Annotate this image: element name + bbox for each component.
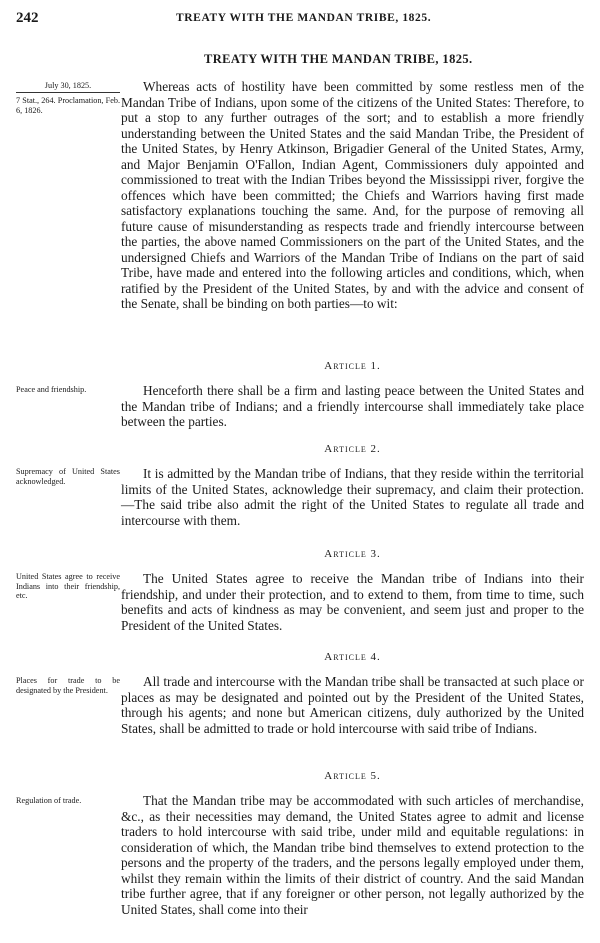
article-5-heading: Article 5. — [324, 770, 381, 782]
margin-note-regulation: Regulation of trade. — [16, 796, 82, 805]
article-3-heading: Article 3. — [324, 548, 381, 560]
treaty-title: TREATY WITH THE MANDAN TRIBE, 1825. — [204, 52, 473, 66]
article-1-heading: Article 1. — [324, 360, 381, 372]
article-4-text: All trade and intercourse with the Mandan tribe shall be transacted at such place or places as may be designated and pointed out by the President of the United States, through his agents; and none but American citizens, duly authorized by the United States, shall be admitted to trade or hold intercourse with said tribe of Indians. — [121, 674, 584, 736]
margin-note-citation: 7 Stat., 264. Proclamation, Feb. 6, 1826. — [16, 96, 120, 115]
page-header — [16, 10, 582, 30]
article-5-text: That the Mandan tribe may be accommodated with such articles of merchandise, &c., as their necessities may demand, the United States agree to admit and license traders to hold intercourse with said tribe, under mild and equitable regulations: in consideration of which, the Mandan tribe bind themselves to extend protection to the persons and the property of the traders, and the persons legally employed under them, whilst they remain within the limits of their district of country. And the said Mandan tribe further agree, that if any foreigner or other person, not legally authorized by the United States, shall come into their — [121, 793, 584, 917]
article-2-block — [121, 466, 584, 528]
margin-note-friendship: United States agree to receive Indians into their friendship, etc. — [16, 572, 120, 600]
article-3-block — [121, 571, 584, 633]
page-number: 242 — [16, 10, 39, 26]
article-3-text: The United States agree to receive the Mandan tribe of Indians into their friendship, and under their protection, and to extend to them, from time to time, such benefits and acts of kindness as may be convenient, and seem just and proper to the President of the United States. — [121, 571, 584, 633]
article-2-text: It is admitted by the Mandan tribe of Indians, that they reside within the territorial limits of the United States, acknowledge their supremacy, and claim their protection.—The said tribe also admit the right of the United States to regulate all trade and intercourse with them. — [121, 466, 584, 528]
preamble-paragraph: Whereas acts of hostility have been committed by some restless men of the Mandan Tribe of Indians, upon some of the citizens of the United States: Therefore, to put a stop to any further outrages of the sort; and to establish a more friendly understanding between the United States and the said Mandan Tribe, the President of the United States, by Henry Atkinson, Brigadier General of the United States, Army, and Major Benjamin O'Fallon, Indian Agent, Commissioners duly appointed and commissioned to treat with the Indian Tribes beyond the Mississippi river, forgive the offences which have been committed; the Chiefs and Warriors having first made satisfactory explanations touching the same. And, for the purpose of removing all future cause of misunderstanding as respects trade and friendly intercourse between the parties, the above named Commissioners on the part of the United States, and the undersigned Chiefs and Warriors of the Mandan Tribe of Indians on the part of said Tribe, have made and entered into the following articles and conditions, which, when ratified by the President of the United States, by and with the advice and consent of the Senate, shall be binding on both parties—to wit: — [121, 79, 584, 311]
margin-note-date: July 30, 1825. — [16, 81, 120, 93]
article-2-heading: Article 2. — [324, 443, 381, 455]
margin-note-peace: Peace and friendship. — [16, 385, 87, 394]
running-head: TREATY WITH THE MANDAN TRIBE, 1825. — [176, 12, 432, 24]
article-5-block — [121, 793, 584, 917]
margin-note-places: Places for trade to be designated by the President. — [16, 676, 120, 695]
article-4-block — [121, 674, 584, 736]
margin-note-supremacy: Supremacy of United States acknowledged. — [16, 467, 120, 486]
preamble-block — [121, 79, 584, 312]
article-1-text: Henceforth there shall be a firm and lasting peace between the United States and the Mandan tribe of Indians; and a friendly intercourse shall immediately take place between the parties. — [121, 383, 584, 429]
article-1-block — [121, 383, 584, 430]
article-4-heading: Article 4. — [324, 651, 381, 663]
